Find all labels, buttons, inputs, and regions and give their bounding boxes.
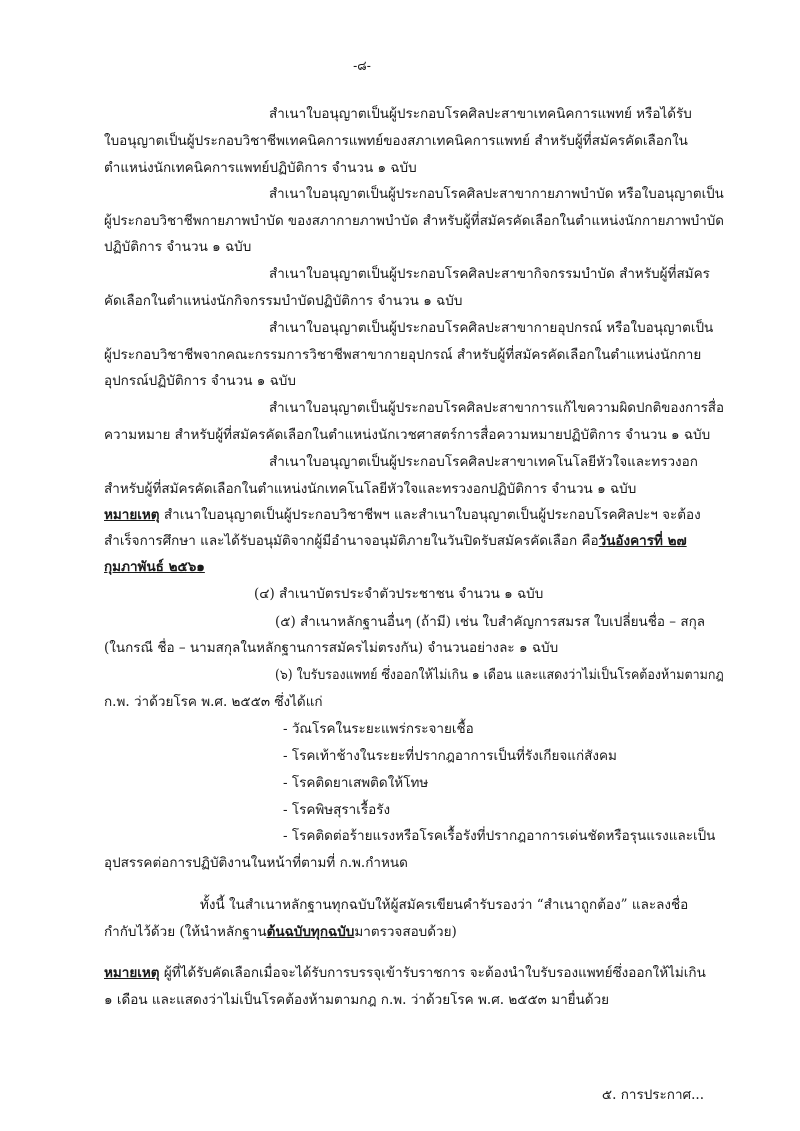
cardio-line-1: สำเนาใบอนุญาตเป็นผู้ประกอบโรคศิลปะสาขาเทคโนโลยีหัวใจและทรวงอก [269, 454, 698, 470]
certify-line-2 [104, 922, 457, 942]
certify-text-pre: กำกับไว้ด้วย (ให้นำหลักฐาน [104, 924, 267, 940]
doc-item-6-line-2: ก.พ. ว่าด้วยโรค พ.ศ. ๒๕๕๓ ซึ่งได้แก่ [104, 694, 323, 710]
doc-item-4: (๔) สำเนาบัตรประจำตัวประชาชน จำนวน ๑ ฉบับ [254, 586, 544, 602]
prosth-line-2: ผู้ประกอบวิชาชีพจากคณะกรรมการวิชาชีพสาขากายอุปกรณ์ สำหรับผู้ที่สมัครคัดเลือกในตำแหน่งนักกาย [104, 347, 702, 363]
continuation-text: ๕. การประกาศ... [601, 1087, 704, 1103]
note-1-text-2: สำเร็จการศึกษา และได้รับอนุมัติจากผู้มีอำนาจอนุมัติภายในวันปิดรับสมัครคัดเลือก คือ [104, 533, 599, 549]
doc-item-5-line-1: (๕) สำเนาหลักฐานอื่นๆ (ถ้ามี) เช่น ใบสำคัญการสมรส ใบเปลี่ยนชื่อ – สกุล [275, 614, 706, 630]
note-1-deadline-year: กุมภาพันธ์ ๒๕๖๑ [104, 559, 205, 575]
certify-original-docs: ต้นฉบับทุกฉบับ [266, 924, 355, 940]
note-2-label: หมายเหตุ [104, 965, 160, 981]
physio-line-3: ปฏิบัติการ จำนวน ๑ ฉบับ [104, 239, 252, 255]
doc-item-6-last-line: อุปสรรคต่อการปฏิบัติงานในหน้าที่ตามที่ ก.พ.กำหนด [104, 855, 408, 871]
occup-line-1: สำเนาใบอนุญาตเป็นผู้ประกอบโรคศิลปะสาขากิจกรรมบำบัด สำหรับผู้ที่สมัคร [269, 266, 710, 282]
disease-item: - โรคติดต่อร้ายแรงหรือโรคเรื้อรังที่ปรากฎอาการเด่นชัดหรือรุนแรงและเป็น [283, 828, 716, 844]
note-1-label: หมายเหตุ [104, 507, 160, 523]
note-2-text: ผู้ที่ได้รับคัดเลือกเมื่อจะได้รับการบรรจุเข้ารับราชการ จะต้องนำใบรับรองแพทย์ซึ่งออกให้ไม่เกิน [159, 965, 706, 981]
disease-item: - วัณโรคในระยะแพร่กระจายเชื้อ [283, 721, 474, 737]
physio-line-1: สำเนาใบอนุญาตเป็นผู้ประกอบโรคศิลปะสาขากายภาพบำบัด หรือใบอนุญาตเป็น [269, 186, 724, 202]
speech-line-1: สำเนาใบอนุญาตเป็นผู้ประกอบโรคศิลปะสาขาการแก้ไขความผิดปกติของการสื่อ [269, 400, 724, 416]
note-2-line-1 [104, 963, 706, 983]
doc-item-5-line-2: (ในกรณี ชื่อ – นามสกุลในหลักฐานการสมัครไม่ตรงกัน) จำนวนอย่างละ ๑ ฉบับ [104, 640, 559, 656]
certify-text-post: มาตรวจสอบด้วย) [354, 924, 457, 940]
note-1-line-2 [104, 531, 687, 551]
doc-item-6-line-1: (๖) ใบรับรองแพทย์ ซึ่งออกให้ไม่เกิน ๑ เดือน และแสดงว่าไม่เป็นโรคต้องห้ามตามกฎ [275, 667, 724, 683]
medtech-line-1: สำเนาใบอนุญาตเป็นผู้ประกอบโรคศิลปะสาขาเทคนิคการแพทย์ หรือได้รับ [269, 106, 692, 122]
physio-line-2: ผู้ประกอบวิชาชีพกายภาพบำบัด ของสภากายภาพบำบัด สำหรับผู้ที่สมัครคัดเลือกในตำแหน่งนักกายภาพบำบัด [104, 213, 725, 229]
page-number: -๘- [353, 58, 371, 74]
note-1-deadline-date: วันอังคารที่ ๒๗ [598, 533, 687, 549]
medtech-line-3: ตำแหน่งนักเทคนิคการแพทย์ปฏิบัติการ จำนวน ๑ ฉบับ [104, 160, 417, 176]
disease-item: - โรคติดยาเสพติดให้โทษ [283, 775, 429, 791]
prosth-line-1: สำเนาใบอนุญาตเป็นผู้ประกอบโรคศิลปะสาขากายอุปกรณ์ หรือใบอนุญาตเป็น [269, 320, 714, 336]
certify-line-1: ทั้งนี้ ในสำเนาหลักฐานทุกฉบับให้ผู้สมัครเขียนคำรับรองว่า “สำเนาถูกต้อง” และลงชื่อ [200, 897, 689, 913]
occup-line-2: คัดเลือกในตำแหน่งนักกิจกรรมบำบัดปฏิบัติการ จำนวน ๑ ฉบับ [104, 293, 463, 309]
prosth-line-3: อุปกรณ์ปฏิบัติการ จำนวน ๑ ฉบับ [104, 373, 296, 389]
note-2-line-2: ๑ เดือน และแสดงว่าไม่เป็นโรคต้องห้ามตามกฎ ก.พ. ว่าด้วยโรค พ.ศ. ๒๕๕๓ มายื่นด้วย [104, 992, 610, 1008]
disease-item: - โรคพิษสุราเรื้อรัง [283, 802, 391, 818]
note-1-line-3 [104, 557, 205, 577]
cardio-line-2: สำหรับผู้ที่สมัครคัดเลือกในตำแหน่งนักเทคโนโลยีหัวใจและทรวงอกปฏิบัติการ จำนวน ๑ ฉบับ [104, 481, 637, 497]
medtech-line-2: ใบอนุญาตเป็นผู้ประกอบวิชาชีพเทคนิคการแพทย์ของสภาเทคนิคการแพทย์ สำหรับผู้ที่สมัครคัดเลือกใน [104, 133, 688, 149]
note-1-line-1 [104, 505, 701, 525]
note-1-text: สำเนาใบอนุญาตเป็นผู้ประกอบวิชาชีพฯ และสำเนาใบอนุญาตเป็นผู้ประกอบโรคศิลปะฯ จะต้อง [159, 507, 701, 523]
speech-line-2: ความหมาย สำหรับผู้ที่สมัครคัดเลือกในตำแหน่งนักเวชศาสตร์การสื่อความหมายปฏิบัติการ จำนวน ๑ ฉบับ [104, 427, 711, 443]
disease-item: - โรคเท้าช้างในระยะที่ปรากฎอาการเป็นที่รังเกียจแก่สังคม [283, 748, 617, 764]
